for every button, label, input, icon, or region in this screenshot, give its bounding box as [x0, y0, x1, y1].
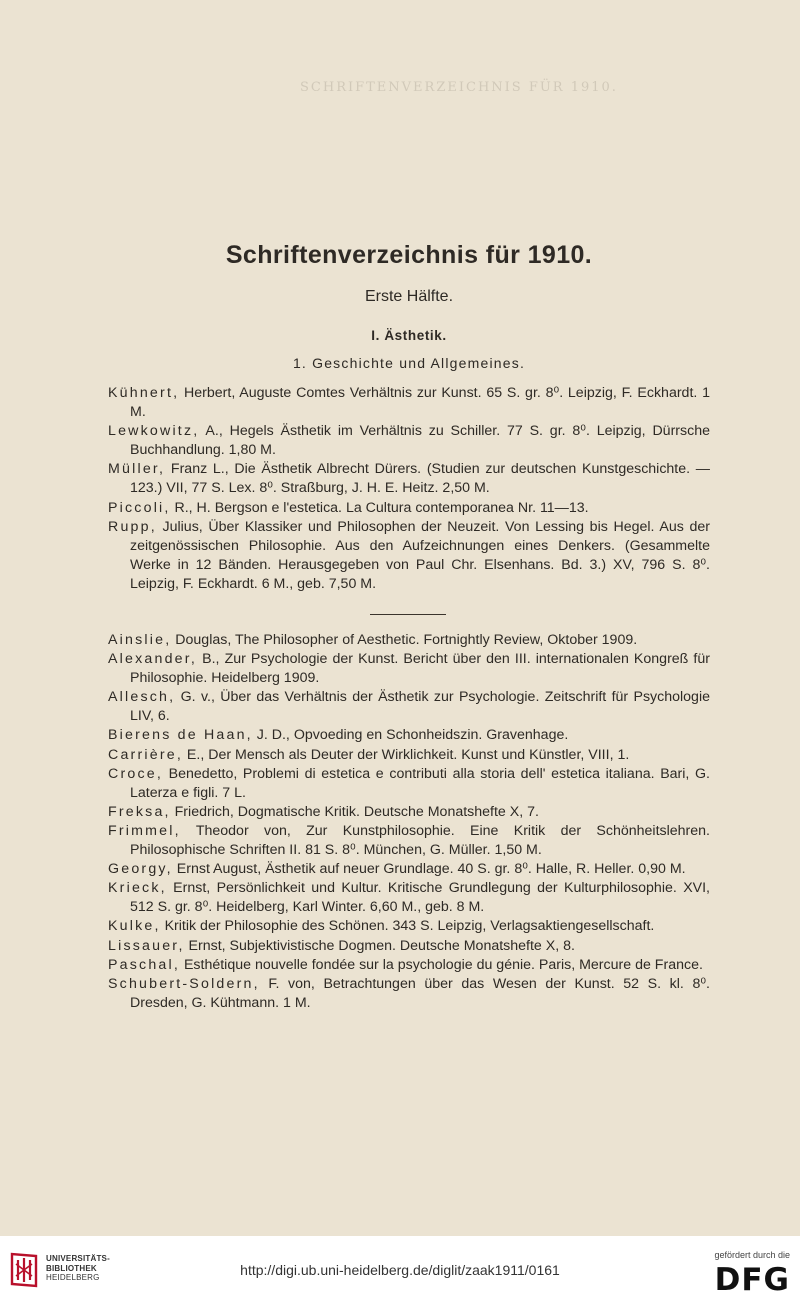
entry-text: Julius, Über Klassiker und Philosophen der Neuzeit. Von Lessing bis Hegel. Aus der zeitgenössischen Philosophie. Aus den Aufzeichnungen eines Denkers. (Gesammelte Werke in 12 Bänden. Herausgegeben von Paul Chr. Elsenhans. Bd. 3.) XV, 796 S. 8⁰. Leipzig, F. Eckhardt. 6 M., geb. 7,50 M.: [130, 518, 710, 592]
entry-author: Freksa,: [108, 803, 171, 820]
entry-author: Frimmel,: [108, 822, 181, 839]
entry-text: Theodor von, Zur Kunstphilosophie. Eine Kritik der Schönheitslehren. Philosophische Schriften II. 81 S. 8⁰. München, G. Müller. 1,50 M.: [130, 822, 710, 859]
entry-text: B., Zur Psychologie der Kunst. Bericht über den III. internationalen Kongreß für Philosophie. Heidelberg 1909.: [130, 651, 710, 687]
list-item: [108, 518, 710, 594]
list-item: [108, 384, 710, 422]
entry-text: A., Hegels Ästhetik im Verhältnis zu Schiller. 77 S. gr. 8⁰. Leipzig, Dürrsche Buchhandlung. 1,80 M.: [130, 423, 710, 459]
entry-author: Allesch,: [108, 689, 176, 706]
entry-author: Piccoli,: [108, 499, 171, 516]
entry-author: Lissauer,: [108, 937, 185, 954]
library-name-line: BIBLIOTHEK: [46, 1263, 97, 1273]
entry-text: Kritik der Philosophie des Schönen. 343 S. Leipzig, Verlagsaktiengesellschaft.: [160, 918, 655, 935]
list-item: [108, 937, 710, 956]
entry-text: Franz L., Die Ästhetik Albrecht Dürers. (Studien zur deutschen Kunstgeschichte. — 123.) VII, 77 S. Lex. 8⁰. Straßburg, J. H. E. Heitz. 2,50 M.: [130, 461, 710, 497]
list-item: [108, 956, 710, 975]
bleed-through-header: SCHRIFTENVERZEICHNIS FÜR 1910.: [300, 80, 618, 95]
entry-author: Rupp,: [108, 518, 157, 535]
entry-text: Friedrich, Dogmatische Kritik. Deutsche Monatshefte X, 7.: [170, 803, 539, 820]
permalink-url[interactable]: http://digi.ub.uni-heidelberg.de/diglit/zaak1911/0161: [240, 1262, 560, 1278]
list-item: [108, 688, 710, 726]
entry-text: F. von, Betrachtungen über das Wesen der Kunst. 52 S. kl. 8⁰. Dresden, G. Kühtmann. 1 M.: [130, 975, 710, 1011]
section-heading: I. Ästhetik.: [371, 328, 447, 343]
entry-author: Müller,: [108, 461, 166, 478]
entry-text: G. v., Über das Verhältnis der Ästhetik zur Psychologie. Zeitschrift für Psychologie LIV, 6.: [130, 689, 710, 725]
list-item: [108, 975, 710, 1013]
bibliography-list-primary: [108, 384, 710, 594]
entry-text: Ernst August, Ästhetik auf neuer Grundlage. 40 S. gr. 8⁰. Halle, R. Heller. 0,90 M.: [172, 861, 686, 878]
entry-author: Alexander,: [108, 651, 198, 668]
list-item: [108, 460, 710, 498]
list-item: [108, 422, 710, 460]
library-name-line: HEIDELBERG: [46, 1273, 100, 1282]
entry-author: Lewkowitz,: [108, 423, 200, 440]
list-item: [108, 860, 710, 879]
entry-author: Krieck,: [108, 880, 167, 897]
funding-label: gefördert durch die: [714, 1250, 790, 1260]
list-item: [108, 631, 710, 650]
entry-author: Bierens de Haan,: [108, 727, 253, 744]
entry-text: Herbert, Auguste Comtes Verhältnis zur Kunst. 65 S. gr. 8⁰. Leipzig, F. Eckhardt. 1 M.: [130, 385, 710, 421]
bibliography-list-secondary: [108, 631, 710, 1013]
entry-author: Kühnert,: [108, 385, 180, 401]
entry-author: Paschal,: [108, 956, 181, 973]
entry-text: Ernst, Subjektivistische Dogmen. Deutsche Monatshefte X, 8.: [184, 937, 575, 954]
entry-author: Kulke,: [108, 918, 161, 935]
entry-text: Ernst, Persönlichkeit und Kultur. Kritische Grundlegung der Kulturphilosophie. XVI, 512 S. gr. 8⁰. Heidelberg, Karl Winter. 6,60 M., geb. 8 M.: [130, 880, 710, 916]
entry-text: Douglas, The Philosopher of Aesthetic. Fortnightly Review, Oktober 1909.: [171, 632, 638, 648]
entry-text: E., Der Mensch als Deuter der Wirklichkeit. Kunst und Künstler, VIII, 1.: [182, 746, 630, 763]
page-subtitle: Erste Hälfte.: [364, 288, 454, 305]
library-name-line: UNIVERSITÄTS-: [46, 1254, 110, 1263]
list-item: [108, 746, 710, 765]
entry-text: Esthétique nouvelle fondée sur la psychologie du génie. Paris, Mercure de France.: [180, 956, 703, 973]
list-item: [108, 917, 710, 936]
entry-text: Benedetto, Problemi di estetica e contributi alla storia dell' estetica italiana. Bari, G. Laterza e figli. 7 L.: [130, 765, 710, 801]
entry-author: Ainslie,: [108, 632, 172, 648]
list-item: [108, 822, 710, 860]
list-item: [108, 726, 710, 745]
entry-text: J. D., Opvoeding en Schonheidszin. Gravenhage.: [252, 727, 569, 744]
list-item: [108, 499, 710, 518]
entry-text: R., H. Bergson e l'estetica. La Cultura contemporanea Nr. 11—13.: [170, 499, 589, 516]
list-item: [108, 650, 710, 688]
subsection-heading: 1. Geschichte und Allgemeines.: [292, 355, 526, 371]
dfg-logo-icon[interactable]: DFG: [714, 1262, 790, 1298]
list-item: [108, 765, 710, 803]
list-item: [108, 879, 710, 917]
page-title: Schriftenverzeichnis für 1910.: [225, 241, 593, 269]
entry-author: Schubert-Soldern,: [108, 975, 260, 992]
entry-author: Croce,: [108, 765, 163, 782]
section-divider: [370, 614, 446, 615]
entry-author: Carrière,: [108, 746, 183, 763]
list-item: [108, 803, 710, 822]
entry-author: Georgy,: [108, 861, 173, 878]
